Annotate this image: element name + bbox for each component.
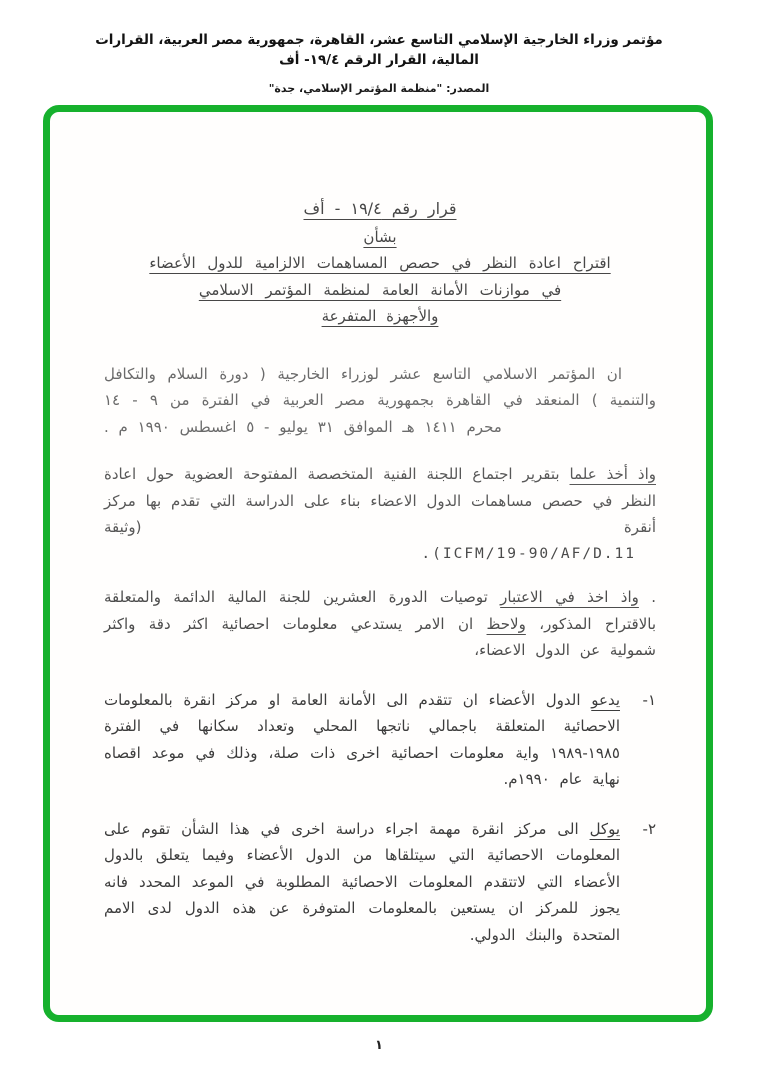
- citation-line: مؤتمر وزراء الخارجية الإسلامي التاسع عشر، القاهرة، جمهورية مصر العربية، القرارات المالية، القرار الرقم ١٩/٤- أف: [95, 32, 663, 68]
- considering-text2: ان الامر يستدعي معلومات احصائية اكثر دقة واكثر شمولية عن الدول الاعضاء،: [104, 614, 656, 659]
- source-value: "منظمة المؤتمر الإسلامي، جدة": [268, 82, 443, 95]
- item-1-lead-verb: يدعو: [591, 690, 620, 709]
- noted-lead-phrase: ولاحظ: [486, 614, 526, 633]
- considering-lead-phrase: واذ اخذ في الاعتبار: [500, 588, 639, 606]
- resolution-number: قرار رقم ١٩/٤ - أف: [303, 199, 457, 218]
- citation-header: [0, 30, 758, 95]
- resolution-subject-line1: اقتراح اعادة النظر في حصص المساهمات الالزامية للدول الأعضاء: [149, 254, 611, 272]
- item-2-body-text: الى مركز انقرة مهمة اجراء دراسة اخرى في هذا الشأن تقوم على المعلومات الاحصائية التي سيتلقاها من الدول الأعضاء وفيما يتعلق بالدول الأعضاء التي لاتتقدم المعلومات الاحصائية المطلوبة في الموعد المحدد فانه يجوز للمركز ان يستعين بالمعلومات المتوفرة عن هذه الدول لدى الامم المتحدة والبنك الدولي.: [104, 819, 620, 944]
- considering-prefix: .: [638, 588, 657, 606]
- source-line: [0, 82, 758, 95]
- document-frame-green-border: [43, 105, 713, 1022]
- item-2-number: ٢-: [642, 819, 656, 838]
- document-reference-code: ICFM/19-90/AF/D.11).: [421, 545, 636, 562]
- operative-item-1: [104, 687, 656, 793]
- resolution-title-block: [104, 196, 656, 330]
- preamble-paragraph-session: ان المؤتمر الاسلامي التاسع عشر لوزراء الخارجية ( دورة السلام والتكافل والتنمية ) المنعقد في القاهرة بجمهورية مصر العربية في الفترة من ٩ - ١٤ محرم ١٤١١ هـ الموافق ٣١ يوليو - ٥ اغسطس ١٩٩٠ م .: [104, 364, 656, 436]
- item-2-lead-verb: يوكل: [589, 819, 620, 838]
- resolution-regarding: بشأن: [363, 227, 397, 246]
- noting-lead-phrase: واذ أخذ علما: [569, 465, 656, 483]
- item-1-text: [104, 687, 620, 793]
- considering-text1: توصيات الدورة العشرين للجنة المالية الدائمة والمتعلقة بالاقتراح المذكور،: [104, 588, 656, 633]
- preamble-paragraph-considering: [104, 584, 656, 664]
- operative-item-2: [104, 816, 656, 949]
- item-1-body-text: الدول الأعضاء ان تتقدم الى الأمانة العامة او مركز انقرة بالمعلومات الاحصائية المتعلقة باجمالي ناتجها المحلي وتعداد سكانها في الفترة ١٩٨٥-١٩٨٩ واية معلومات احصائية اخرى ذات صلة، وذلك في موعد اقصاه نهاية عام ١٩٩٠م.: [104, 690, 620, 788]
- resolution-subject-line3: والأجهزة المتفرعة: [321, 307, 439, 325]
- source-label: المصدر:: [446, 82, 490, 95]
- noting-text: بتقرير اجتماع اللجنة الفنية المتخصصة المفتوحة العضوية حول اعادة النظر في حصص مساهمات الدول الاعضاء بناء على الدراسة التي تقدم بها مركز أنقرة (وثيقة: [104, 465, 656, 536]
- document-body: [50, 112, 706, 1015]
- item-2-text: [104, 816, 620, 949]
- item-1-number: ١-: [642, 690, 656, 709]
- resolution-subject-line2: في موازنات الأمانة العامة لمنظمة المؤتمر الاسلامي: [198, 280, 562, 299]
- page-number: ١: [375, 1038, 383, 1053]
- preamble-paragraph-noting: [104, 461, 656, 541]
